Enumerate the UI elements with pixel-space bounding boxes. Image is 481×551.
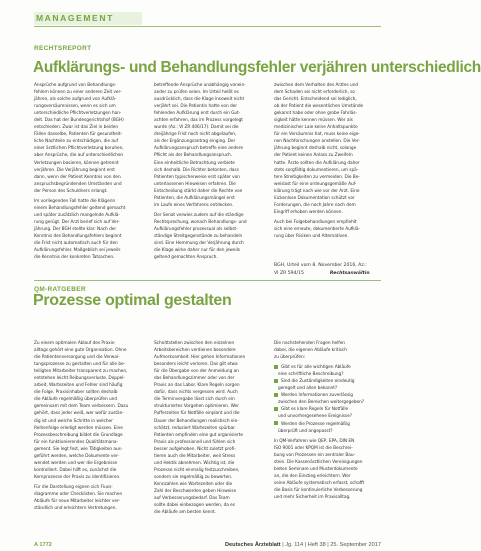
checklist-item-continuation: überprüft und angepasst? [278, 428, 333, 434]
text-line: tungsprozesse zu gestalten und für alle be- [34, 362, 126, 368]
text-line: zwischen dem Verhalten des Arztes und [274, 83, 359, 88]
text-line: medizinischer Laie keine Anhaltspunkte [274, 125, 358, 131]
text-line: Für die Darstellung eignen sich Fluss- [34, 484, 113, 490]
article2-column-2 [154, 340, 260, 516]
text-line: Praxis an das Labor. Klare Regeln sorgen [154, 383, 240, 389]
text-line: dafür, dass nichts vergessen wird. Auch [154, 390, 238, 396]
text-line: im Laufe eines Verfahrens entdecken. [154, 202, 234, 208]
text-line: geltend gemachten Anspruch. [154, 255, 218, 261]
text-line: Auch bei Folgebehandlungen empfiehlt [274, 219, 357, 225]
text-line: delt. Das hat der Bundesgerichtshof (BGH) [34, 118, 124, 124]
text-line: aber Ansprüche, die auf unterschiedlichen [34, 153, 124, 159]
article2-column-1 [34, 340, 140, 512]
text-line: für ein funktionierendes Qualitätsmana- [34, 439, 118, 445]
text-line: einer ärztlichen Pflichtverletzung beruhen, [34, 146, 124, 152]
article1-kicker: RECHTSREPORT [34, 45, 92, 52]
text-line: die Kenntnis der konkreten Tatsachen. [34, 255, 115, 261]
text-line: Arbeitsbereichen verdienen besondere [154, 348, 236, 354]
text-line: die Abläufe regelmäßig überprüfen und [34, 397, 118, 403]
text-line: kontrolliert. Dabei hilft es, zunächst die [34, 467, 117, 473]
text-line: sich deshalb. Die Richter betonten, dass [154, 167, 239, 173]
square-bullet-icon [274, 379, 278, 383]
text-line: das Behandlungszimmer oder von der [154, 376, 235, 382]
text-line: wurde (Az.: VI ZR 406/17). Damit sei die [154, 125, 239, 131]
checklist-item [274, 378, 380, 385]
text-line: Dauer der Behandlungen realistisch ein- [154, 418, 239, 424]
text-line: ausdrücklich, dass die Klage insoweit nicht [154, 97, 245, 103]
text-line: verjährt sei. Die Patientin hatte von der [154, 104, 237, 110]
text-line: ISO 9001 oder KPQM ist die Beschrei- [274, 445, 353, 451]
text-line: Verletzungen basieren, können getrennt [34, 160, 119, 166]
checklist-item-text: Gibt es für alle wichtigen Abläufe [281, 365, 351, 371]
square-bullet-icon [274, 393, 278, 397]
text-line: tere Streitigkeiten zu vermeiden. Die Be- [274, 174, 360, 180]
text-line: fehlern können zu einer anderen Zeit ver- [34, 90, 122, 96]
square-bullet-icon [274, 407, 278, 411]
text-line: unterlassenen Hinweisen erfahren. Die [154, 181, 236, 187]
text-line: ständlich und erleichtern Vertretungen. [34, 506, 117, 512]
article2-column-3 [274, 340, 380, 501]
text-line: und mehr Sicherheit im Praxisalltag. [274, 494, 351, 500]
page-number: A 1772 [34, 542, 52, 548]
header-rule [34, 26, 381, 27]
article2-kicker: QM-RATGEBER [34, 286, 86, 293]
text-line: die Basis für kontinuierliche Verbesserung [274, 487, 363, 493]
text-line: ständige Streitgegenstände zu behandeln [154, 233, 243, 239]
text-line: bieten Seminare und Musterdokumente [274, 466, 358, 472]
text-line: schätzt, reduziert Wartezeiten spürbar. [154, 425, 236, 431]
text-line: klärung trägt nach wie vor der Arzt. Eine [274, 188, 360, 194]
text-line: für die Übergabe von der Anmeldung an [154, 369, 239, 375]
text-line: stein. Die Kassenärztlichen Vereinigungen [274, 459, 363, 465]
text-line: rungsversäumnissen, wenn es sich um [34, 104, 116, 110]
text-line: die Klage wirke daher nur für den jeweils [154, 248, 240, 254]
article1-source-line2 [274, 271, 370, 276]
checklist-item-text: Werden Informationen zuverlässig [281, 393, 353, 399]
text-line: die Abläufe am besten kennt. [154, 510, 216, 516]
text-line: strukturiertes Vorgehen optimieren. Wer [154, 404, 239, 410]
checklist-item-continuation: zwischen den Bereichen weitergegeben? [278, 400, 365, 406]
text-line: Patienten, die Aufklärungsmängel erst [154, 195, 235, 201]
text-line: dig ist und welche Schritte in welcher [34, 418, 113, 424]
text-line: entstehen leicht Reibungsverluste. Doppel- [34, 376, 125, 382]
checklist-item-text: Sind die Zuständigkeiten eindeutig [281, 379, 355, 385]
text-line: die Frist nicht automatisch auch für den [34, 241, 118, 247]
text-line: nen Nachforschungen anstellen. Die Ver- [274, 139, 360, 145]
article1-signature: Rechtsanwältin [329, 271, 370, 276]
text-line: unterschiedliche Pflichtverletzungen han- [34, 111, 122, 117]
text-line: Prozessbeschreibung bildet die Grundlage [34, 432, 123, 438]
text-line: und später zusätzlich mangelnde Aufklä- [34, 212, 120, 218]
text-line: teiligten Mitarbeiter transparent zu machen, [34, 369, 128, 375]
text-line: lückenlose Dokumentation schützt vor [274, 195, 355, 201]
text-line: ob der Patient die wesentlichen Umstände [274, 104, 364, 110]
text-line: Schnittstellen zwischen den einzelnen [154, 341, 235, 346]
text-line: Der Senat verwies zudem auf die ständige [154, 212, 244, 218]
text-line: entschieden. Zwar ist das Ziel in beiden [34, 125, 118, 131]
text-line: Eingriff erhoben werden können. [274, 209, 343, 215]
article-divider [34, 280, 381, 281]
text-line: als der Ergänzungsantrag einging. Der [154, 139, 236, 145]
text-line: Die nachstehenden Fragen helfen [274, 341, 345, 346]
article1-column-1 [34, 82, 140, 261]
text-line: die Terminvergabe lässt sich durch ein [154, 397, 235, 403]
text-line: Kennzahlen wie Wartezeiten oder die [154, 481, 233, 487]
text-line: verjähren. Die Verjährung beginnt erst [34, 167, 115, 173]
section-rubric: MANAGEMENT [36, 13, 114, 23]
text-line: jähren, als solche aufgrund von Aufklä- [34, 97, 117, 103]
text-line: Kenntnis des Behandlungsfehlers beginnt [34, 233, 122, 239]
checklist-item-continuation: und unvorhergesehene Ereignisse? [278, 414, 352, 420]
text-line: dabei, die eigenen Abläufe kritisch [274, 348, 347, 354]
text-line: einem Behandlungsfehler geltend gemacht [34, 205, 126, 211]
text-line: Aufklärungsfehler. Maßgeblich sei jeweils [34, 248, 121, 254]
text-line: der Patient keinen Anlass zu Zweifeln [274, 153, 353, 159]
checklist-item-continuation: geregelt und allen bekannt? [278, 386, 338, 392]
checklist-item [274, 406, 380, 413]
text-line: das Gericht. Entscheidend sei lediglich, [274, 97, 357, 103]
checklist-item [274, 364, 380, 371]
text-line: sigkeit hätte kennen müssen. Wer als [274, 118, 353, 124]
checklist-item-text: Werden die Prozesse regelmäßig [281, 421, 350, 427]
text-line: Eine einheitliche Betrachtung verbiete [154, 160, 235, 166]
text-line: und Hektik abnehmen. Wichtig ist, die [154, 460, 235, 466]
text-line: gemeinsam mit dem Team verbessern. Dazu [34, 404, 129, 410]
text-line: Zu einem optimalen Ablauf des Praxis- [34, 341, 116, 346]
checklist-item-text: Gibt es klare Regeln für Notfälle [281, 407, 349, 413]
square-bullet-icon [274, 365, 278, 369]
text-line: tieren auch die Mitarbeiter, weil Stress [154, 453, 236, 459]
article1-column-2 [154, 82, 260, 261]
text-line: Ansprüche aufgrund von Behandlungs- [34, 83, 117, 88]
text-line: Zahl der Beschwerden geben Hinweise [154, 488, 237, 494]
square-bullet-icon [274, 421, 278, 425]
journal-info [225, 542, 381, 548]
article1-case-number: VI ZR 594/15 [274, 271, 304, 276]
text-line: ander zu prüfen seien. Im Urteil heißt es [154, 90, 239, 96]
text-line: jährung. Der BGH stellte klar: Nach der [34, 226, 117, 232]
text-line: diagramme oder Checklisten. Sie machen [34, 491, 123, 497]
text-line: besser aufgehoben. Nicht zuletzt profi- [154, 446, 236, 452]
article1-column-3 [274, 82, 380, 240]
text-line: Forderungen, die noch Jahre nach dem [274, 202, 356, 208]
article2-headline: Prozesse optimal gestalten [33, 292, 232, 309]
journal-name: Deutsches Ärzteblatt [225, 542, 281, 548]
text-line: Aufmerksamkeit. Hier gehen Informationen [154, 355, 246, 361]
text-line: liche Nachteile zu entschädigen, die auf [34, 139, 119, 145]
text-line: dem Schaden sei nicht erforderlich, so [274, 90, 355, 96]
checklist-item [274, 392, 380, 399]
text-line: Reihenfolge erledigt werden müssen. Eine [34, 425, 123, 431]
text-line: sind. Eine Hemmung der Verjährung durch [154, 241, 244, 247]
text-line: die Patientenversorgung und die Verwal- [34, 355, 120, 361]
text-line: fehlenden Aufklärung erst durch ein Gut- [154, 111, 241, 117]
text-line: Aufklärungsfehler prozessual als selbst- [154, 226, 238, 232]
article1-headline: Aufklärungs- und Behandlungsfehler verjähren unterschiedlich [33, 59, 481, 76]
text-line: Patienten empfinden eine gut organisierte [154, 432, 243, 438]
text-line: Abläufe für neue Mitarbeiter leichter ver- [34, 499, 120, 505]
text-line: der Person des Schuldners erlangt. [34, 188, 108, 194]
text-line: an, die den Einstieg erleichtern. Wer [274, 473, 351, 479]
text-line: Prozesse nicht einmalig festzuschreiben, [154, 467, 240, 473]
page-header [0, 0, 407, 23]
text-line: gekannt habe oder ohne grobe Fahrläs- [274, 111, 357, 117]
text-line: stets sorgfältig dokumentieren, um spä- [274, 167, 359, 173]
text-line: Pflicht als der Behandlungsanspruch. [154, 153, 233, 159]
text-line: rung gerügt. Der Arzt berief sich auf Ver- [34, 219, 120, 225]
text-line: dann, wenn der Patient Kenntnis von den [34, 174, 121, 180]
text-line: für ein Versäumnis hat, muss keine eige- [274, 132, 360, 138]
article1-source: BGH, Urteil vom 8. November 2016, Az.: [274, 263, 367, 268]
text-line: wendet werden und wer die Ergebnisse [34, 460, 118, 466]
text-line: bung von Prozessen ein zentraler Bau- [274, 452, 356, 458]
text-line: sich eine erneute, dokumentierte Aufklä- [274, 226, 360, 232]
text-line: gehört, dass jeder weiß, wer wofür zustän- [34, 411, 124, 417]
text-line: betreffende Ansprüche unabhängig vonein- [154, 83, 246, 88]
text-line: Entscheidung stärkt daher die Rechte von [154, 188, 243, 194]
text-line: sollte dabei einbezogen werden, da es [154, 503, 235, 509]
text-line: Pufferzeiten für Notfälle einplant und die [154, 411, 240, 417]
text-line: rung über Risiken und Alternativen. [274, 233, 349, 239]
text-line: Fällen dasselbe, Patienten für gesundheit- [34, 132, 123, 138]
text-line: In QM-Verfahren wie QEP, EPA, DIN EN [274, 438, 355, 444]
text-line: Im vorliegenden Fall hatte die Klägerin [34, 198, 116, 204]
text-line: hatte. Ärzte sollten die Aufklärung daher [274, 160, 360, 166]
text-line: arbeit, Wartezeiten und Fehler sind häufig [34, 383, 123, 389]
text-line: alltags gehört eine gute Organisation. Ohne [34, 348, 127, 354]
journal-issue: | Jg. 114 | Heft 38 | 25. September 2017 [282, 542, 381, 548]
text-line: achten erfahren, das im Prozess vorgelegt [154, 118, 243, 124]
text-line: Patienten typischerweise erst später von [154, 174, 240, 180]
text-line: geführt werden, welche Dokumente ver- [34, 453, 119, 459]
text-line: jährung beginnt deshalb nicht, solange [274, 146, 357, 152]
text-line: besonders leicht verloren. Das gilt etwa [154, 362, 238, 368]
text-line: seine Abläufe systematisch erfasst, schafft [274, 480, 365, 486]
text-line: auf Verbesserungsbedarf. Das Team [154, 496, 230, 502]
text-line: Kernprozesse der Praxis zu identifizieren. [34, 474, 121, 480]
checklist-item-continuation: eine schriftliche Beschreibung? [278, 372, 344, 378]
text-line: weislast für eine ordnungsgemäße Auf- [274, 181, 357, 187]
text-line: gement. Sie legt fest, wie Tätigkeiten aus- [34, 446, 123, 452]
text-line: sondern sie regelmäßig zu bewerten. [154, 474, 233, 480]
text-line: zu überprüfen: [274, 355, 306, 361]
text-line: die Folge. Praxisinhaber sollten deshalb [34, 390, 118, 396]
text-line: Praxis als professionell und fühlen sich [154, 439, 236, 445]
checklist-item [274, 421, 380, 428]
text-line: Rechtsprechung, wonach Behandlungs- und [154, 219, 247, 225]
text-line: Aufklärungsanspruch betreffe eine andere [154, 146, 243, 152]
page-footer [34, 542, 381, 548]
text-line: dreijährige Frist noch nicht abgelaufen, [154, 132, 237, 138]
text-line: anspruchsbegründenden Umständen und [34, 181, 122, 187]
